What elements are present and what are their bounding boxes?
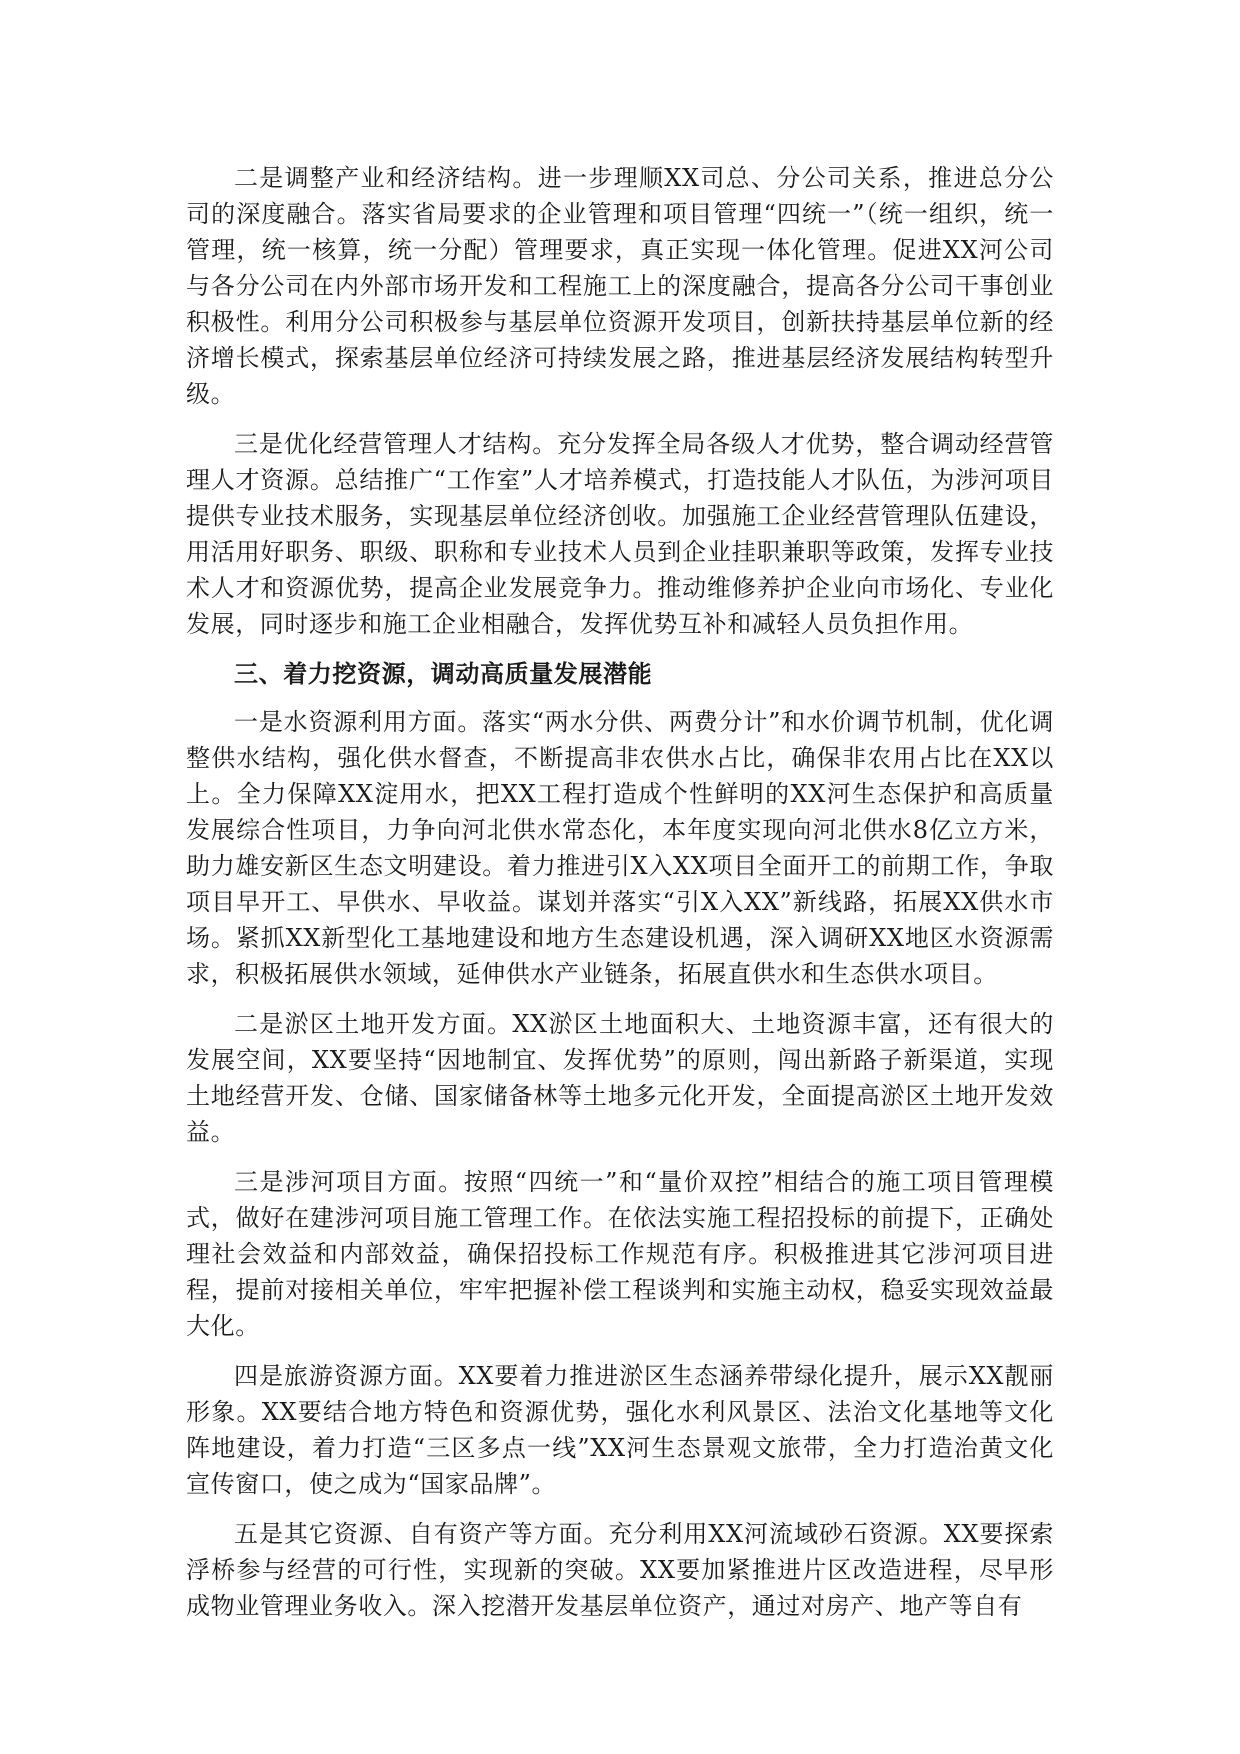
paragraph-water-resources: 一是水资源利用方面。落实“两水分供、两费分计”和水价调节机制，优化调整供水结构，强化供水督查，不断提高非农供水占比，确保非农用占比在XX以上。全力保障XX淀用水，把XX工程打造成个性鲜明的XX河生态保护和高质量发展综合性项目，力争向河北供水常态化，本年度实现向河北供水8亿立方米，助力雄安新区生态文明建设。着力推进引X入XX项目全面开工的前期工作，争取项目早开工、早供水、早收益。谋划并落实“引X入XX”新线路，拓展XX供水市场。紧抓XX新型化工基地建设和地方生态建设机遇，深入调研XX地区水资源需求，积极拓展供水领域，延伸供水产业链条，拓展直供水和生态供水项目。 [186, 708, 1054, 988]
paragraph-talent-structure: 三是优化经营管理人才结构。充分发挥全局各级人才优势，整合调动经营管理人才资源。总结推广“工作室”人才培养模式，打造技能人才队伍，为涉河项目提供专业技术服务，实现基层单位经济创收。加强施工企业经营管理队伍建设，用活用好职务、职级、职称和专业技术人员到企业挂职兼职等政策，发挥专业技术人才和资源优势，提高企业发展竞争力。推动维修养护企业向市场化、专业化发展，同时逐步和施工企业相融合，发挥优势互补和减轻人员负担作用。 [186, 430, 1054, 638]
paragraph-river-projects: 三是涉河项目方面。按照“四统一”和“量价双控”相结合的施工项目管理模式，做好在建涉河项目施工管理工作。在依法实施工程招投标的前提下，正确处理社会效益和内部效益，确保招投标工作规范有序。积极推进其它涉河项目进程，提前对接相关单位，牢牢把握补偿工程谈判和实施主动权，稳妥实现效益最大化。 [186, 1168, 1054, 1340]
document-body [186, 160, 1054, 1638]
paragraph-land-development: 二是淤区土地开发方面。XX淤区土地面积大、土地资源丰富，还有很大的发展空间，XX要坚持“因地制宜、发挥优势”的原则，闯出新路子新渠道，实现土地经营开发、仓储、国家储备林等土地多元化开发，全面提高淤区土地开发效益。 [186, 1010, 1054, 1146]
paragraph-tourism-resources: 四是旅游资源方面。XX要着力推进淤区生态涵养带绿化提升，展示XX靓丽形象。XX要结合地方特色和资源优势，强化水利风景区、法治文化基地等文化阵地建设，着力打造“三区多点一线”XX河生态景观文旅带，全力打造治黄文化宣传窗口，使之成为“国家品牌”。 [186, 1362, 1054, 1498]
section-heading-resources: 三、着力挖资源，调动高质量发展潜能 [234, 659, 653, 688]
paragraph-other-assets: 五是其它资源、自有资产等方面。充分利用XX河流域砂石资源。XX要探索浮桥参与经营的可行性，实现新的突破。XX要加紧推进片区改造进程，尽早形成物业管理业务收入。深入挖潜开发基层单位资产，通过对房产、地产等自有 [186, 1520, 1054, 1620]
paragraph-industry-structure: 二是调整产业和经济结构。进一步理顺XX司总、分公司关系，推进总分公司的深度融合。落实省局要求的企业管理和项目管理“四统一”（统一组织，统一管理，统一核算，统一分配）管理要求，真正实现一体化管理。促进XX河公司与各分公司在内外部市场开发和工程施工上的深度融合，提高各分公司干事创业积极性。利用分公司积极参与基层单位资源开发项目，创新扶持基层单位新的经济增长模式，探索基层单位经济可持续发展之路，推进基层经济发展结构转型升级。 [186, 164, 1054, 408]
